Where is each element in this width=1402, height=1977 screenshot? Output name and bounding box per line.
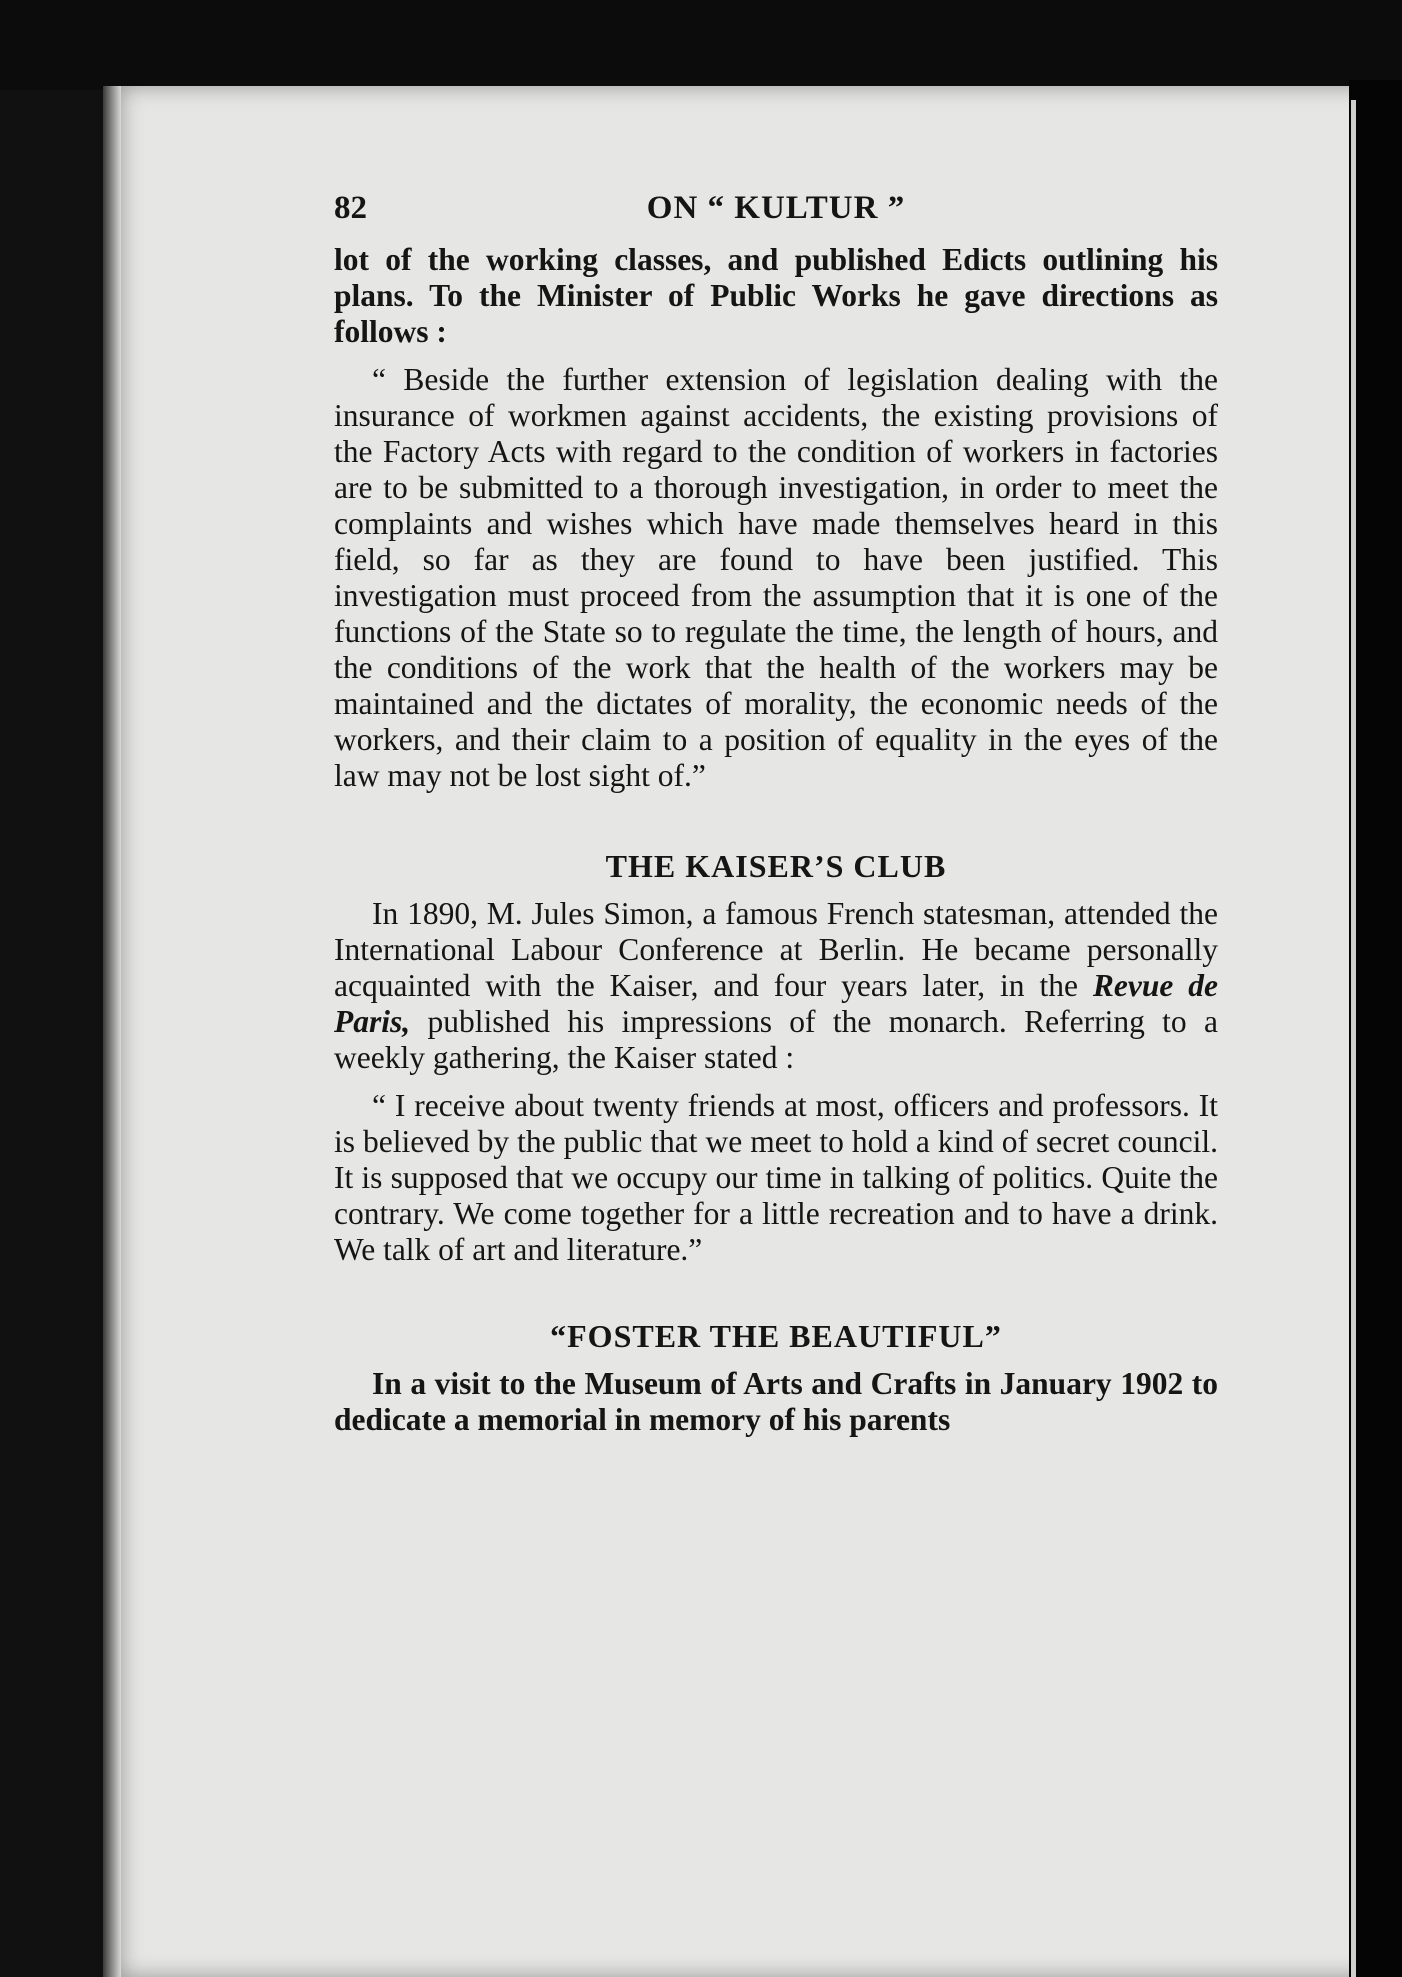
kaiser-para-before: In 1890, M. Jules Simon, a famous French statesman, attended the International Labour Conference at Berlin. He became personally acquainted with the Kaiser, and four years later, in the [334,896,1218,1003]
next-page-edge [1351,100,1356,1977]
page-text-block [334,190,1218,1438]
page-gutter-shadow [103,86,121,1977]
kaiser-quote: “ I receive about twenty friends at most, officers and professors. It is believed by the public that we meet to hold a kind of secret council. It is supposed that we occupy our time in talking of politics. Quite the contrary. We come together for a little recreation and to have a drink. We talk of art and literature.” [334,1088,1218,1267]
scan-background-top [0,0,1402,90]
scan-background-right [1349,80,1402,1977]
journal-title: Revue de Paris, [334,968,1218,1039]
section-heading-foster-beautiful: “FOSTER THE BEAUTIFUL” [550,1318,1002,1354]
edict-quote: “ Beside the further extension of legislation dealing with the insurance of workmen against accidents, the existing provisions of the Factory Acts with regard to the condition of workers in factories are to be submitted to a thorough investigation, in order to meet the complaints and wishes which have made themselves heard in this field, so far as they are found to have been justified. This investigation must proceed from the assumption that it is one of the functions of the State so to regulate the time, the length of hours, and the conditions of the work that the health of the workers may be maintained and the dictates of morality, the economic needs of the workers, and their claim to a position of equality in the eyes of the law may not be lost sight of.” [334,362,1218,793]
kaiser-club-paragraph [334,896,1218,1076]
intro-paragraph: lot of the working classes, and published Edicts outlining his plans. To the Minister of Public Works he gave directions as follows : [334,242,1218,349]
foster-paragraph: In a visit to the Museum of Arts and Crafts in January 1902 to dedicate a memorial in memory of his parents [334,1366,1218,1437]
kaiser-para-after: published his impressions of the monarch. Referring to a weekly gathering, the Kaiser stated : [334,1004,1219,1075]
page-header [334,190,1218,242]
page-number: 82 [334,190,367,226]
running-head: ON “ KULTUR ” [646,190,906,226]
section-heading-kaiser-club: THE KAISER’S CLUB [605,848,947,884]
